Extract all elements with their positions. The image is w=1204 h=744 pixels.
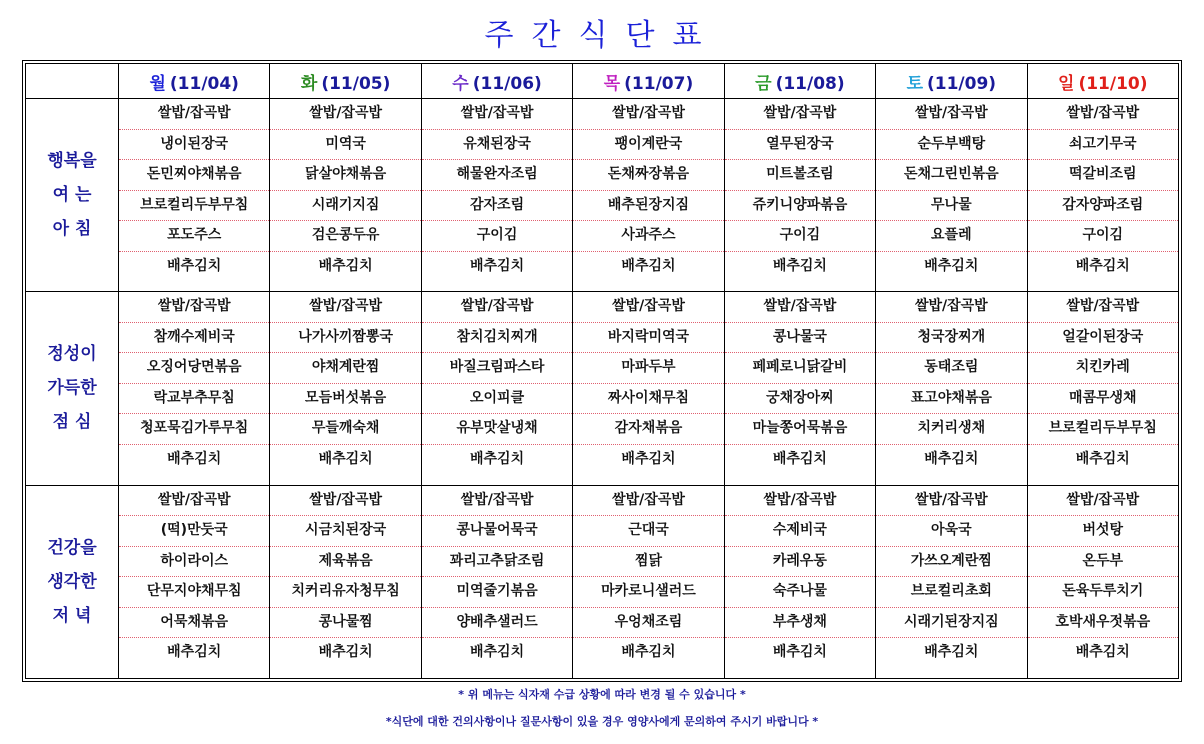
menu-item: 콩나물국 xyxy=(725,323,875,354)
menu-item: 부추생채 xyxy=(725,608,875,639)
day-date: (11/08) xyxy=(775,73,845,94)
menu-item: 유채된장국 xyxy=(422,130,572,161)
menu-item: 배추김치 xyxy=(470,450,525,467)
menu-item: 돈육두루치기 xyxy=(1028,577,1178,608)
menu-item: 쥬키니양파볶음 xyxy=(725,191,875,222)
menu-cell xyxy=(119,292,270,485)
menu-cell xyxy=(421,292,572,485)
menu-item: 쌀밥/잡곡밥 xyxy=(1028,486,1178,517)
menu-item: 시금치된장국 xyxy=(270,516,420,547)
menu-item: 배추김치 xyxy=(1075,644,1130,661)
menu-item: 배추김치 xyxy=(1075,450,1130,467)
menu-cell xyxy=(724,292,875,485)
menu-cell xyxy=(876,292,1027,485)
menu-item: 단무지야채무침 xyxy=(119,577,269,608)
menu-item: 야채계란찜 xyxy=(270,353,420,384)
menu-item: 구이김 xyxy=(1028,221,1178,252)
menu-item: 하이라이스 xyxy=(119,547,269,578)
menu-cell xyxy=(421,485,572,678)
menu-item: 마늘쫑어묵볶음 xyxy=(725,414,875,445)
menu-item: 열무된장국 xyxy=(725,130,875,161)
menu-item: 쌀밥/잡곡밥 xyxy=(1028,99,1178,130)
menu-item: 매콤무생채 xyxy=(1028,384,1178,415)
menu-item: 쌀밥/잡곡밥 xyxy=(725,486,875,517)
meal-label-line: 행복을 xyxy=(47,151,97,172)
menu-item: 배추김치 xyxy=(924,644,979,661)
day-mark: 수 xyxy=(452,73,469,94)
menu-item: 사과주스 xyxy=(573,221,723,252)
meal-label xyxy=(26,99,119,292)
menu-item: 양배추샐러드 xyxy=(422,608,572,639)
menu-item: 수제비국 xyxy=(725,516,875,547)
meal-row xyxy=(26,292,1179,485)
menu-item: 참치김치찌개 xyxy=(422,323,572,354)
menu-body xyxy=(26,99,1179,679)
menu-item: 표고야채볶음 xyxy=(876,384,1026,415)
menu-item: 배추김치 xyxy=(167,450,222,467)
menu-item: 미역국 xyxy=(270,130,420,161)
menu-item: 배추김치 xyxy=(621,450,676,467)
menu-item: 감자채볶음 xyxy=(573,414,723,445)
menu-item: 떡갈비조림 xyxy=(1028,160,1178,191)
menu-item: 호박새우젓볶음 xyxy=(1028,608,1178,639)
menu-item: 쌀밥/잡곡밥 xyxy=(876,99,1026,130)
meal-label-line: 가득한 xyxy=(47,378,97,399)
menu-item: 청포묵김가루무침 xyxy=(119,414,269,445)
menu-item: 마파두부 xyxy=(573,353,723,384)
menu-item: 냉이된장국 xyxy=(119,130,269,161)
meal-row xyxy=(26,99,1179,292)
menu-frame xyxy=(22,60,1182,682)
menu-item: 쌀밥/잡곡밥 xyxy=(876,292,1026,323)
day-mark: 토 xyxy=(906,73,923,94)
menu-item: 닭살야채볶음 xyxy=(270,160,420,191)
menu-cell xyxy=(270,292,421,485)
menu-item: 배추된장지짐 xyxy=(573,191,723,222)
menu-item: 페페로니닭갈비 xyxy=(725,353,875,384)
menu-item: 쇠고기무국 xyxy=(1028,130,1178,161)
day-mark: 월 xyxy=(149,73,166,94)
menu-item: 카레우동 xyxy=(725,547,875,578)
menu-item: 쌀밥/잡곡밥 xyxy=(1028,292,1178,323)
day-date: (11/04) xyxy=(169,73,239,94)
menu-item: 동태조림 xyxy=(876,353,1026,384)
menu-item: 배추김치 xyxy=(318,644,373,661)
day-date: (11/05) xyxy=(321,73,391,94)
menu-item: 치킨카레 xyxy=(1028,353,1178,384)
meal-label-line: 생각한 xyxy=(47,571,97,592)
menu-item: 배추김치 xyxy=(772,257,827,274)
menu-item: 쌀밥/잡곡밥 xyxy=(270,99,420,130)
menu-item: 브로컬리두부무침 xyxy=(119,191,269,222)
menu-item: 배추김치 xyxy=(621,644,676,661)
menu-cell xyxy=(724,485,875,678)
menu-item: 제육볶음 xyxy=(270,547,420,578)
day-date: (11/10) xyxy=(1078,73,1148,94)
menu-item: 모듬버섯볶음 xyxy=(270,384,420,415)
page-title: 주간식단표 xyxy=(484,18,720,53)
menu-cell xyxy=(421,99,572,292)
day-mark: 화 xyxy=(300,73,318,94)
menu-item: 쌀밥/잡곡밥 xyxy=(422,99,572,130)
day-header-3 xyxy=(573,64,724,99)
menu-cell xyxy=(573,292,724,485)
menu-item: 아욱국 xyxy=(876,516,1026,547)
weekly-menu-table xyxy=(25,63,1179,679)
menu-item: 쌀밥/잡곡밥 xyxy=(270,486,420,517)
menu-item: 배추김치 xyxy=(470,257,525,274)
menu-cell xyxy=(1027,292,1178,485)
menu-item: 감자양파조림 xyxy=(1028,191,1178,222)
menu-cell xyxy=(1027,99,1178,292)
day-mark: 일 xyxy=(1058,73,1075,94)
menu-item: 우엉채조림 xyxy=(573,608,723,639)
menu-cell xyxy=(573,485,724,678)
menu-item: 어묵채볶음 xyxy=(119,608,269,639)
menu-item: 배추김치 xyxy=(318,257,373,274)
menu-item: 구이김 xyxy=(422,221,572,252)
menu-item: 락교부추무침 xyxy=(119,384,269,415)
day-date: (11/07) xyxy=(624,73,694,94)
menu-item: 순두부백탕 xyxy=(876,130,1026,161)
day-mark: 금 xyxy=(755,73,772,94)
menu-item: 버섯탕 xyxy=(1028,516,1178,547)
menu-item: 마카로니샐러드 xyxy=(573,577,723,608)
menu-item: 오징어당면볶음 xyxy=(119,353,269,384)
day-date: (11/06) xyxy=(472,73,542,94)
day-header-1 xyxy=(270,64,421,99)
menu-item: (떡)만둣국 xyxy=(119,516,269,547)
menu-item: 쌀밥/잡곡밥 xyxy=(119,486,269,517)
menu-item: 배추김치 xyxy=(470,644,525,661)
menu-item: 쌀밥/잡곡밥 xyxy=(725,292,875,323)
menu-item: 쌀밥/잡곡밥 xyxy=(422,292,572,323)
menu-cell xyxy=(270,99,421,292)
menu-item: 미트볼조림 xyxy=(725,160,875,191)
menu-cell xyxy=(1027,485,1178,678)
notice-inquiry: *식단에 대한 건의사항이나 질문사항이 있을 경우 영양사에게 문의하여 주시기 바랍니다 * xyxy=(385,715,819,728)
menu-item: 오이피클 xyxy=(422,384,572,415)
menu-item: 참깨수제비국 xyxy=(119,323,269,354)
menu-item: 배추김치 xyxy=(772,644,827,661)
menu-item: 브로컬리두부무침 xyxy=(1028,414,1178,445)
menu-item: 미역줄기볶음 xyxy=(422,577,572,608)
menu-item: 쌀밥/잡곡밥 xyxy=(270,292,420,323)
menu-item: 치커리유자청무침 xyxy=(270,577,420,608)
day-header-0 xyxy=(119,64,270,99)
menu-cell xyxy=(876,99,1027,292)
menu-item: 무들깨숙채 xyxy=(270,414,420,445)
meal-label-line: 정성이 xyxy=(47,344,97,365)
meal-label-line: 저 녁 xyxy=(52,605,92,626)
menu-item: 무나물 xyxy=(876,191,1026,222)
menu-item: 얼갈이된장국 xyxy=(1028,323,1178,354)
menu-item: 포도주스 xyxy=(119,221,269,252)
menu-item: 배추김치 xyxy=(318,450,373,467)
menu-item: 쌀밥/잡곡밥 xyxy=(422,486,572,517)
menu-item: 쌀밥/잡곡밥 xyxy=(573,486,723,517)
menu-item: 숙주나물 xyxy=(725,577,875,608)
menu-item: 궁채장아찌 xyxy=(725,384,875,415)
menu-item: 감자조림 xyxy=(422,191,572,222)
menu-item: 청국장찌개 xyxy=(876,323,1026,354)
meal-label-line: 점 심 xyxy=(52,412,92,433)
menu-item: 콩나물어묵국 xyxy=(422,516,572,547)
meal-label-line: 여 는 xyxy=(52,185,92,206)
menu-item: 가쓰오계란찜 xyxy=(876,547,1026,578)
day-header-6 xyxy=(1027,64,1178,99)
menu-cell xyxy=(119,485,270,678)
menu-item: 꽈리고추닭조림 xyxy=(422,547,572,578)
menu-item: 배추김치 xyxy=(167,257,222,274)
menu-cell xyxy=(573,99,724,292)
menu-item: 시래기지짐 xyxy=(270,191,420,222)
day-mark: 목 xyxy=(603,73,621,94)
menu-item: 돈채짜장볶음 xyxy=(573,160,723,191)
menu-item: 배추김치 xyxy=(924,450,979,467)
menu-item: 배추김치 xyxy=(772,450,827,467)
menu-item: 배추김치 xyxy=(621,257,676,274)
menu-item: 구이김 xyxy=(725,221,875,252)
day-header-2 xyxy=(421,64,572,99)
menu-item: 쌀밥/잡곡밥 xyxy=(876,486,1026,517)
menu-item: 배추김치 xyxy=(167,644,222,661)
meal-label-line: 건강을 xyxy=(47,537,97,558)
menu-cell xyxy=(270,485,421,678)
meal-label xyxy=(26,485,119,678)
menu-cell xyxy=(119,99,270,292)
menu-item: 요플레 xyxy=(876,221,1026,252)
menu-item: 쌀밥/잡곡밥 xyxy=(119,99,269,130)
day-date: (11/09) xyxy=(927,73,997,94)
corner-cell xyxy=(26,64,119,99)
menu-item: 시래기된장지짐 xyxy=(876,608,1026,639)
menu-item: 온두부 xyxy=(1028,547,1178,578)
meal-label xyxy=(26,292,119,485)
menu-item: 유부맛살냉채 xyxy=(422,414,572,445)
menu-item: 팽이계란국 xyxy=(573,130,723,161)
menu-cell xyxy=(876,485,1027,678)
menu-item: 브로컬리초회 xyxy=(876,577,1026,608)
day-header-5 xyxy=(876,64,1027,99)
menu-item: 바질크림파스타 xyxy=(422,353,572,384)
menu-item: 근대국 xyxy=(573,516,723,547)
menu-item: 찜닭 xyxy=(573,547,723,578)
menu-item: 나가사끼짬뽕국 xyxy=(270,323,420,354)
menu-item: 배추김치 xyxy=(1075,257,1130,274)
menu-item: 콩나물찜 xyxy=(270,608,420,639)
menu-cell xyxy=(724,99,875,292)
menu-item: 돈채그린빈볶음 xyxy=(876,160,1026,191)
day-header-4 xyxy=(724,64,875,99)
menu-item: 돈민찌야채볶음 xyxy=(119,160,269,191)
menu-item: 쌀밥/잡곡밥 xyxy=(725,99,875,130)
menu-item: 배추김치 xyxy=(924,257,979,274)
menu-item: 치커리생채 xyxy=(876,414,1026,445)
meal-label-line: 아 침 xyxy=(52,219,92,240)
meal-row xyxy=(26,485,1179,678)
notice-change: * 위 메뉴는 식자재 수급 상황에 따라 변경 될 수 있습니다 * xyxy=(458,688,746,701)
day-header-row xyxy=(26,64,1179,99)
menu-item: 쌀밥/잡곡밥 xyxy=(573,292,723,323)
menu-item: 쌀밥/잡곡밥 xyxy=(119,292,269,323)
menu-item: 짜사이채무침 xyxy=(573,384,723,415)
menu-item: 쌀밥/잡곡밥 xyxy=(573,99,723,130)
menu-item: 바지락미역국 xyxy=(573,323,723,354)
menu-item: 검은콩두유 xyxy=(270,221,420,252)
menu-item: 해물완자조림 xyxy=(422,160,572,191)
